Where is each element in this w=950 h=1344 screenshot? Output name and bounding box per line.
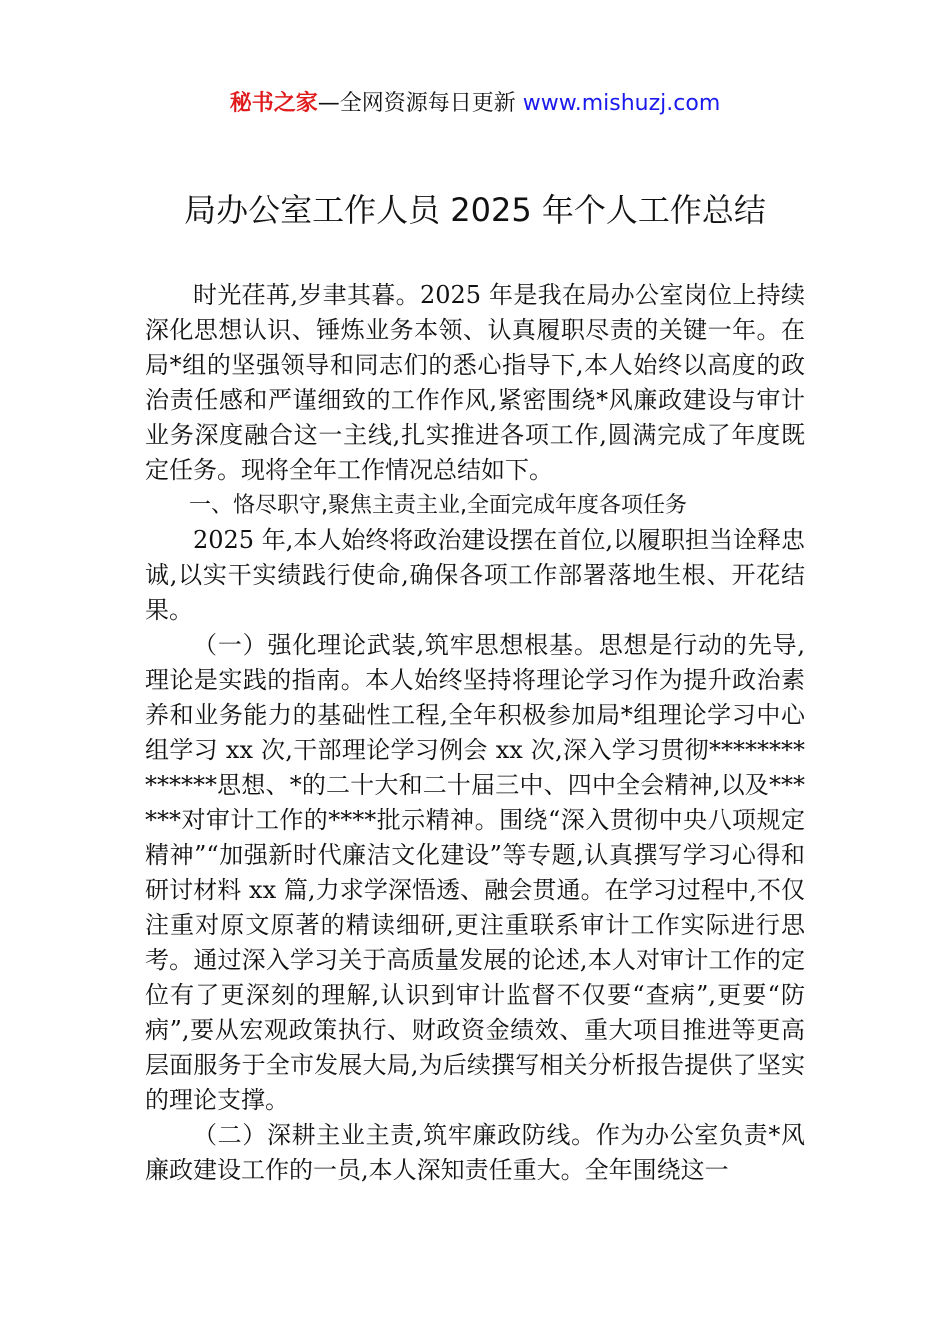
site-brand: 秘书之家 — [229, 91, 318, 116]
subsection-one-paragraph: （一）强化理论武装,筑牢思想根基。思想是行动的先导,理论是实践的指南。本人始终坚持将理论学习作为提升政治素养和业务能力的基础性工程,全年积极参加局*组理论学习中心组学习 xx 次,干部理论学习例会 xx 次,深入学习贯彻**************思想、*的二十大和二十届三中、四中全会精神,以及******对审计工作的****批示精神。围绕“深入贯彻中央八项规定精神”“加强新时代廉洁文化建设”等专题,认真撰写学习心得和研讨材料 xx 篇,力求学深悟透、融会贯通。在学习过程中,不仅注重对原文原著的精读细研,更注重联系审计工作实际进行思考。通过深入学习关于高质量发展的论述,本人对审计工作的定位有了更深刻的理解,认识到审计监督不仅要“查病”,更要“防病”,要从宏观政策执行、财政资金绩效、重大项目推进等更高层面服务于全市发展大局,为后续撰写相关分析报告提供了坚实的理论支撑。 — [145, 631, 805, 1114]
intro-paragraph: 时光荏苒,岁聿其暮。2025 年是我在局办公室岗位上持续深化思想认识、锤炼业务本领、认真履职尽责的关键一年。在局*组的坚强领导和同志们的悉心指导下,本人始终以高度的政治责任感和严谨细致的工作作风,紧密围绕*风廉政建设与审计业务深度融合这一主线,扎实推进各项工作,圆满完成了年度既定任务。现将全年工作情况总结如下。 — [145, 281, 805, 484]
site-header — [0, 88, 950, 120]
site-url-link[interactable]: www.mishuzj.com — [522, 91, 721, 116]
section-one-paragraph: 2025 年,本人始终将政治建设摆在首位,以履职担当诠释忠诚,以实干实绩践行使命,确保各项工作部署落地生根、开花结果。 — [145, 526, 805, 624]
document-title: 局办公室工作人员 2025 年个人工作总结 — [184, 191, 766, 229]
document-body — [145, 278, 805, 1188]
site-tagline: —全网资源每日更新 — [317, 91, 523, 116]
section-heading-one: 一、恪尽职守,聚焦主责主业,全面完成年度各项任务 — [189, 493, 687, 518]
subsection-two-paragraph: （二）深耕主业主责,筑牢廉政防线。作为办公室负责*风廉政建设工作的一员,本人深知责任重大。全年围绕这一 — [145, 1121, 805, 1184]
